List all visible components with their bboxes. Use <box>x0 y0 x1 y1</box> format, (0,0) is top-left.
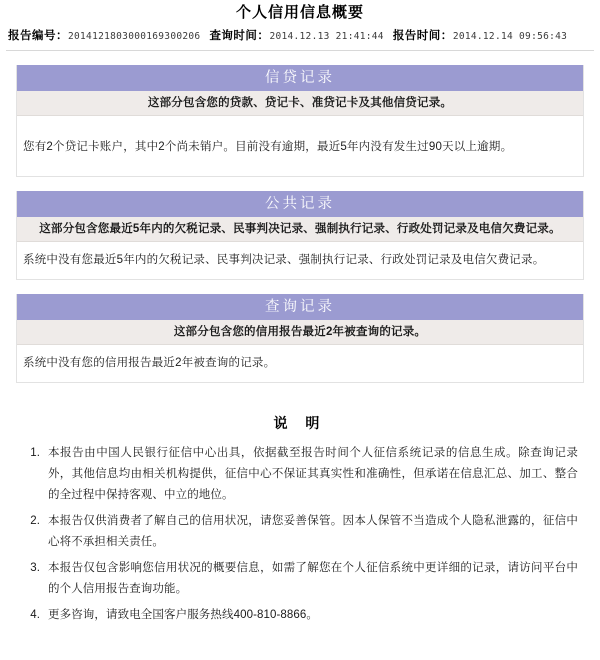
note-number: 1. <box>30 447 40 459</box>
section-body: 您有2个贷记卡账户，其中2个尚未销户。目前没有逾期，最近5年内没有发生过90天以上逾期。 <box>17 116 583 176</box>
section-heading: 信贷记录 <box>17 65 583 91</box>
section-subtitle: 这部分包含您的信用报告最近2年被查询的记录。 <box>17 320 583 345</box>
section-credit-records <box>16 65 584 177</box>
section-subtitle: 这部分包含您最近5年内的欠税记录、民事判决记录、强制执行记录、行政处罚记录及电信欠费记录。 <box>17 217 583 242</box>
report-time-label: 报告时间： <box>392 30 453 42</box>
note-item <box>22 443 578 506</box>
report-time-value: 2014.12.14 09:56:43 <box>452 31 568 42</box>
note-text: 更多咨询，请致电全国客户服务热线400-810-8866。 <box>48 609 319 621</box>
note-text: 本报告仅供消费者了解自己的信用状况，请您妥善保管。因本人保管不当造成个人隐私泄露的，征信中心将不承担相关责任。 <box>48 515 578 548</box>
section-subtitle: 这部分包含您的贷款、贷记卡、准贷记卡及其他信贷记录。 <box>17 91 583 116</box>
page-title: 个人信用信息概要 <box>235 4 364 21</box>
section-query-records <box>16 294 584 383</box>
section-heading: 查询记录 <box>17 294 583 320</box>
section-heading: 公共记录 <box>17 191 583 217</box>
notes-title: 说 明 <box>273 415 327 431</box>
query-time-value: 2014.12.13 21:41:44 <box>269 31 384 42</box>
note-item <box>22 511 578 553</box>
note-number: 4. <box>30 609 40 621</box>
section-body: 系统中没有您的信用报告最近2年被查询的记录。 <box>17 345 583 382</box>
report-number-label: 报告编号： <box>8 30 68 42</box>
note-number: 3. <box>30 562 40 574</box>
report-number-value: 2014121803000169300206 <box>68 31 201 42</box>
section-body: 系统中没有您最近5年内的欠税记录、民事判决记录、强制执行记录、行政处罚记录及电信欠费记录。 <box>17 242 583 279</box>
note-text: 本报告仅包含影响您信用状况的概要信息，如需了解您在个人征信系统中更详细的记录，请访问平台中的个人信用报告查询功能。 <box>48 562 578 595</box>
notes-list <box>22 443 578 626</box>
query-time-label: 查询时间： <box>209 30 270 42</box>
notes-block <box>22 413 578 626</box>
note-number: 2. <box>30 515 40 527</box>
report-meta-bar <box>6 28 594 51</box>
note-item <box>22 558 578 600</box>
note-item <box>22 605 578 626</box>
note-text: 本报告由中国人民银行征信中心出具，依据截至报告时间个人征信系统记录的信息生成。除查询记录外，其他信息均由相关机构提供，征信中心不保证其真实性和准确性，但承诺在信息汇总、加工、整合的全过程中保持客观、中立的地位。 <box>48 447 578 501</box>
section-public-records <box>16 191 584 280</box>
